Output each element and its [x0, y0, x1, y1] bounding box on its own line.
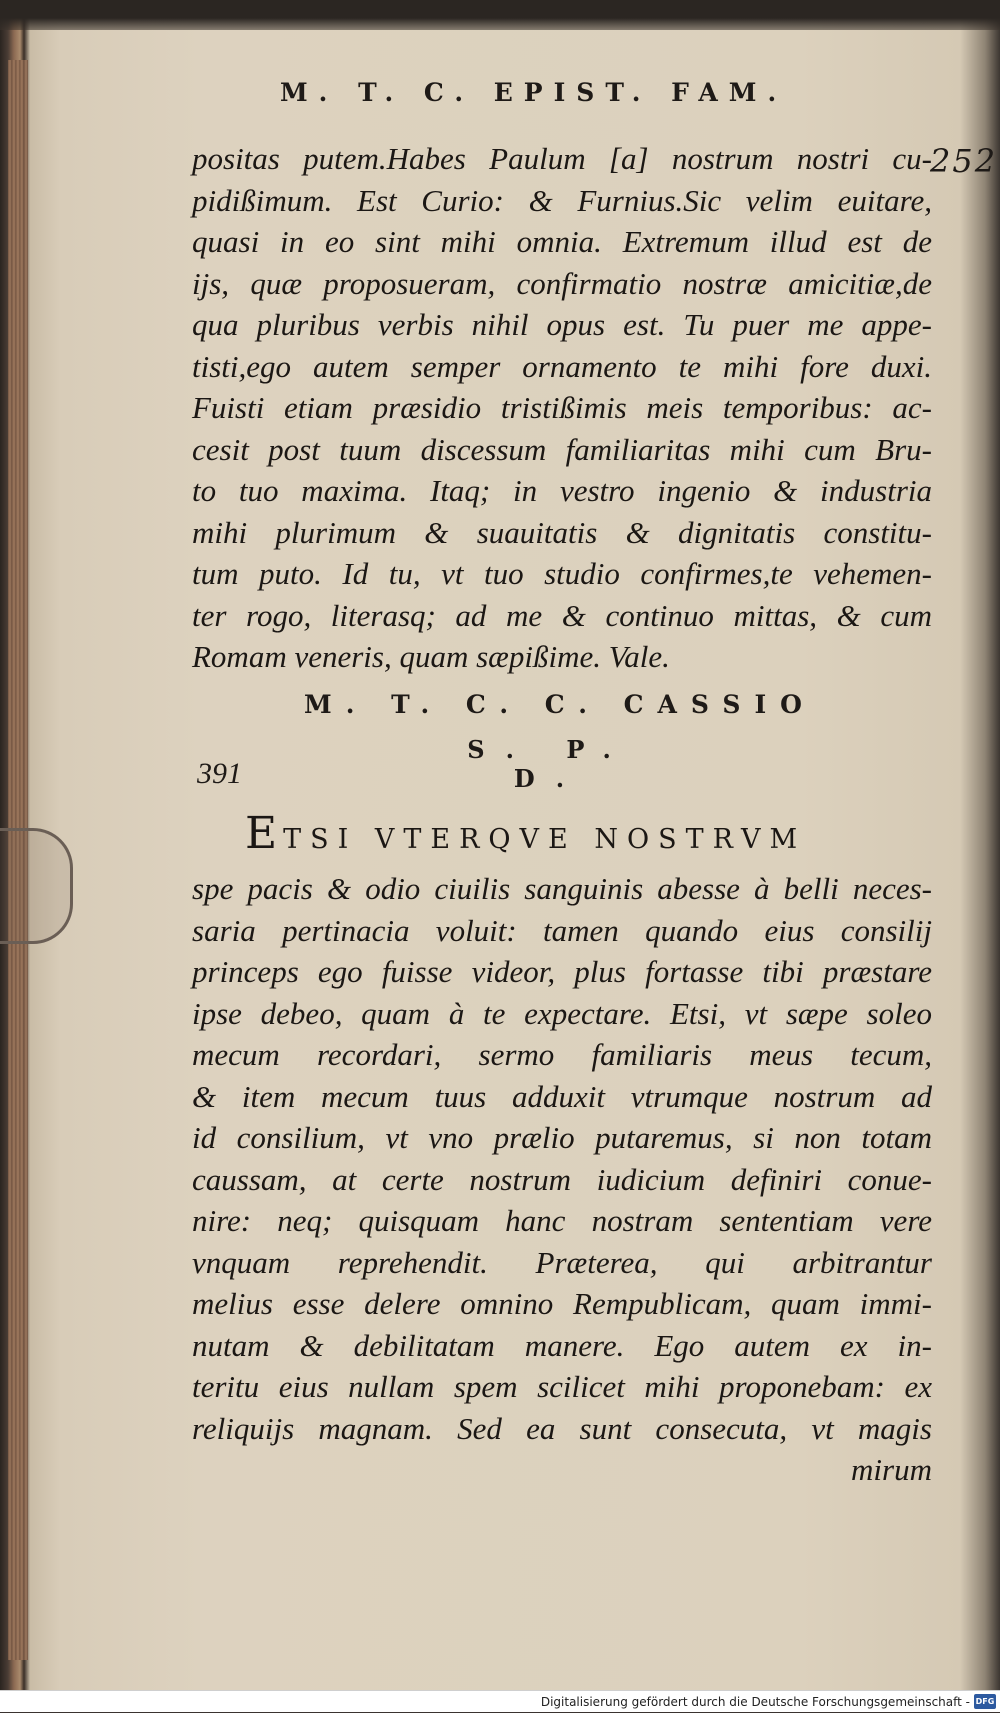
text-line: caussam, at certe nostrum iudicium definiri conue-: [192, 1161, 932, 1197]
folio-number: 252: [930, 142, 998, 180]
digitization-footer: [0, 1690, 1000, 1712]
text-line: ipse debeo, quam à te expectare. Etsi, vt sæpe soleo: [192, 995, 932, 1031]
letter-1-body: [192, 138, 932, 678]
text-line: qua pluribus verbis nihil opus est. Tu puer me appe-: [192, 307, 932, 342]
text-line: to tuo maxima. Itaq; in vestro ingenio & industria: [192, 473, 932, 508]
text-line: saria pertinacia voluit: tamen quando eius consilij: [192, 912, 932, 948]
letter-number: 391: [197, 757, 242, 790]
text-line: tisti,ego autem semper ornamento te mihi fore duxi.: [192, 348, 932, 384]
text-line: quasi in eo sint mihi omnia. Extremum illud est de: [192, 224, 932, 259]
text-line: & item mecum tuus adduxit vtrumque nostrum ad: [192, 1078, 932, 1114]
text-line: pidißimum. Est Curio: & Furnius.Sic velim euitare,: [192, 182, 932, 218]
incipit-rest: TSI VTERQVE NOSTRVM: [283, 824, 807, 855]
text-line: spe pacis & odio ciuilis sanguinis abesse à belli neces-: [192, 871, 932, 906]
text-line: Fuisti etiam præsidio tristißimis meis temporibus: ac-: [192, 390, 932, 425]
text-line: vnquam reprehendit. Præterea, qui arbitrantur: [192, 1244, 932, 1280]
incipit-initial: E: [245, 808, 284, 859]
dfg-logo: DFG: [974, 1694, 996, 1709]
text-line: ter rogo, literasq; ad me & continuo mittas, & cum: [192, 597, 932, 633]
text-line: id consilium, vt vno prælio putaremus, si non totam: [192, 1120, 932, 1155]
text-line: princeps ego fuisse videor, plus fortasse tibi præstare: [192, 954, 932, 989]
text-line: melius esse delere omnino Rempublicam, quam immi-: [192, 1286, 932, 1321]
text-line: positas putem.Habes Paulum [a] nostrum nostri cu-: [192, 141, 932, 176]
text-line: reliquijs magnam. Sed ea sunt consecuta, vt magis: [192, 1410, 932, 1446]
letter-2-body: [192, 868, 932, 1491]
text-line: ijs, quæ proposueram, confirmatio nostræ amicitiæ,de: [192, 265, 932, 301]
text-line: mihi plurimum & suauitatis & dignitatis constitu-: [192, 514, 932, 550]
footer-credit: Digitalisierung gefördert durch die Deutsche Forschungsgemeinschaft -: [540, 1695, 970, 1709]
catchword: mirum: [851, 1452, 932, 1487]
text-line: nire: neq; quisquam hanc nostram sententiam vere: [192, 1203, 932, 1238]
text-line: teritu eius nullam spem scilicet mihi proponebam: ex: [192, 1369, 932, 1404]
text-line: cesit post tuum discessum familiaritas mihi cum Bru-: [192, 431, 932, 467]
text-line: nutam & debilitatam manere. Ego autem ex in-: [192, 1327, 932, 1363]
text-line: Romam veneris, quam sæpißime. Vale.: [192, 639, 670, 674]
running-head: M. T. C. EPIST. FAM.: [280, 78, 788, 107]
letter-2-incipit: [245, 808, 915, 859]
text-line: tum puto. Id tu, vt tuo studio confirmes,te vehemen-: [192, 556, 932, 591]
letter-2-salutation: S. P. D.: [467, 735, 633, 793]
text-line: mecum recordari, sermo familiaris meus tecum,: [192, 1037, 932, 1072]
letter-2-heading: M. T. C. C. CASSIO: [304, 690, 816, 719]
book-clasp: [0, 828, 73, 944]
